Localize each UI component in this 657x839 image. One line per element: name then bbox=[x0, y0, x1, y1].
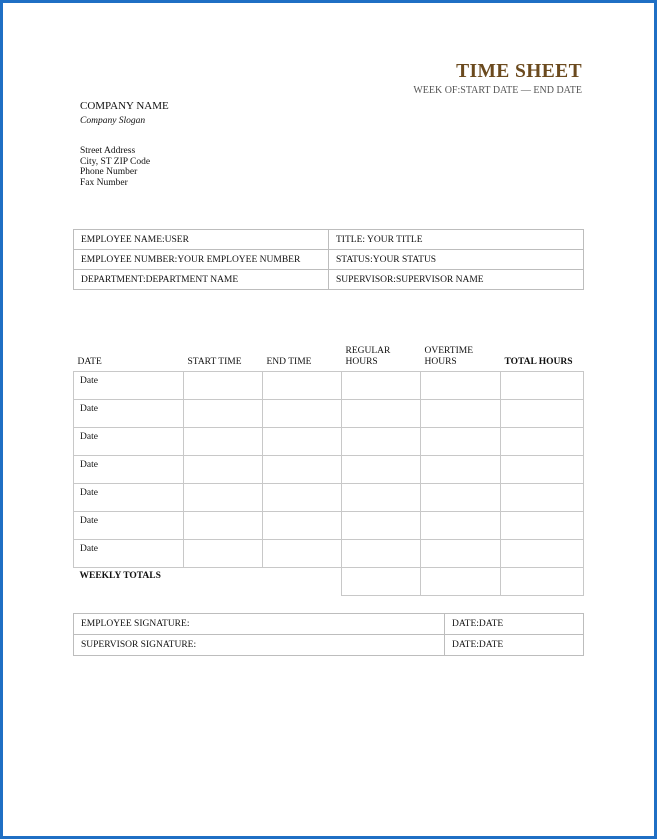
col-header-date: DATE bbox=[77, 356, 102, 367]
employee-signature-cell[interactable]: EMPLOYEE SIGNATURE: bbox=[74, 614, 445, 635]
weekly-regular-hours-cell[interactable] bbox=[342, 568, 421, 596]
end-time-cell[interactable] bbox=[263, 484, 342, 512]
total-hours-cell[interactable] bbox=[501, 372, 584, 400]
supervisor-cell[interactable]: SUPERVISOR:SUPERVISOR NAME bbox=[329, 270, 584, 290]
col-header-overtime-hours: OVERTIME HOURS bbox=[424, 346, 474, 367]
table-row bbox=[74, 400, 584, 428]
overtime-hours-cell[interactable] bbox=[421, 540, 501, 568]
table-row bbox=[74, 540, 584, 568]
start-time-cell[interactable] bbox=[184, 456, 263, 484]
regular-hours-cell[interactable] bbox=[342, 512, 421, 540]
employee-info-table bbox=[73, 229, 584, 290]
employee-name-cell[interactable]: EMPLOYEE NAME:USER bbox=[74, 230, 329, 250]
start-time-cell[interactable] bbox=[184, 484, 263, 512]
status-cell[interactable]: STATUS:YOUR STATUS bbox=[329, 250, 584, 270]
table-row bbox=[74, 456, 584, 484]
overtime-hours-cell[interactable] bbox=[421, 456, 501, 484]
table-row bbox=[74, 512, 584, 540]
date-cell[interactable]: Date bbox=[74, 512, 184, 540]
weekly-overtime-hours-cell[interactable] bbox=[421, 568, 501, 596]
table-row bbox=[74, 372, 584, 400]
end-time-cell[interactable] bbox=[263, 400, 342, 428]
phone-number: Phone Number bbox=[80, 167, 138, 177]
company-name: COMPANY NAME bbox=[80, 100, 169, 112]
total-hours-cell[interactable] bbox=[501, 456, 584, 484]
total-hours-cell[interactable] bbox=[501, 400, 584, 428]
employee-number-cell[interactable]: EMPLOYEE NUMBER:YOUR EMPLOYEE NUMBER bbox=[74, 250, 329, 270]
start-time-cell[interactable] bbox=[184, 540, 263, 568]
end-time-cell[interactable] bbox=[263, 540, 342, 568]
start-time-cell[interactable] bbox=[184, 428, 263, 456]
col-header-end-time: END TIME bbox=[266, 356, 312, 367]
start-time-cell[interactable] bbox=[184, 512, 263, 540]
supervisor-signature-date-cell[interactable]: DATE:DATE bbox=[445, 635, 584, 656]
weekly-totals-row bbox=[74, 568, 584, 596]
table-row bbox=[74, 428, 584, 456]
supervisor-signature-cell[interactable]: SUPERVISOR SIGNATURE: bbox=[74, 635, 445, 656]
date-cell[interactable]: Date bbox=[74, 484, 184, 512]
regular-hours-cell[interactable] bbox=[342, 400, 421, 428]
total-hours-cell[interactable] bbox=[501, 428, 584, 456]
date-cell[interactable]: Date bbox=[74, 400, 184, 428]
regular-hours-cell[interactable] bbox=[342, 540, 421, 568]
regular-hours-cell[interactable] bbox=[342, 484, 421, 512]
hours-table bbox=[73, 346, 584, 596]
end-time-cell[interactable] bbox=[263, 512, 342, 540]
date-cell[interactable]: Date bbox=[74, 456, 184, 484]
overtime-hours-cell[interactable] bbox=[421, 512, 501, 540]
col-header-total-hours: TOTAL HOURS bbox=[504, 356, 573, 367]
total-hours-cell[interactable] bbox=[501, 512, 584, 540]
overtime-hours-cell[interactable] bbox=[421, 372, 501, 400]
start-time-cell[interactable] bbox=[184, 400, 263, 428]
company-address bbox=[80, 146, 150, 188]
date-cell[interactable]: Date bbox=[74, 372, 184, 400]
overtime-hours-cell[interactable] bbox=[421, 400, 501, 428]
street-address: Street Address bbox=[80, 146, 136, 156]
end-time-cell[interactable] bbox=[263, 372, 342, 400]
city-state-zip: City, ST ZIP Code bbox=[80, 156, 151, 167]
title-cell[interactable]: TITLE: YOUR TITLE bbox=[329, 230, 584, 250]
regular-hours-cell[interactable] bbox=[342, 428, 421, 456]
company-slogan: Company Slogan bbox=[80, 116, 146, 126]
fax-number: Fax Number bbox=[80, 177, 128, 188]
department-cell[interactable]: DEPARTMENT:DEPARTMENT NAME bbox=[74, 270, 329, 290]
overtime-hours-cell[interactable] bbox=[421, 428, 501, 456]
start-time-cell[interactable] bbox=[184, 372, 263, 400]
end-time-cell[interactable] bbox=[263, 428, 342, 456]
employee-signature-date-cell[interactable]: DATE:DATE bbox=[445, 614, 584, 635]
total-hours-cell[interactable] bbox=[501, 484, 584, 512]
col-header-start-time: START TIME bbox=[187, 356, 242, 367]
table-row bbox=[74, 484, 584, 512]
document-title: TIME SHEET bbox=[456, 61, 582, 82]
col-header-regular-hours: REGULAR HOURS bbox=[345, 346, 391, 367]
total-hours-cell[interactable] bbox=[501, 540, 584, 568]
regular-hours-cell[interactable] bbox=[342, 456, 421, 484]
hours-header-row bbox=[74, 346, 584, 372]
signature-table bbox=[73, 613, 584, 656]
end-time-cell[interactable] bbox=[263, 456, 342, 484]
date-cell[interactable]: Date bbox=[74, 428, 184, 456]
overtime-hours-cell[interactable] bbox=[421, 484, 501, 512]
date-cell[interactable]: Date bbox=[74, 540, 184, 568]
weekly-totals-label: WEEKLY TOTALS bbox=[79, 571, 161, 581]
regular-hours-cell[interactable] bbox=[342, 372, 421, 400]
week-of: WEEK OF:START DATE — END DATE bbox=[413, 85, 582, 96]
weekly-total-hours-cell[interactable] bbox=[501, 568, 584, 596]
